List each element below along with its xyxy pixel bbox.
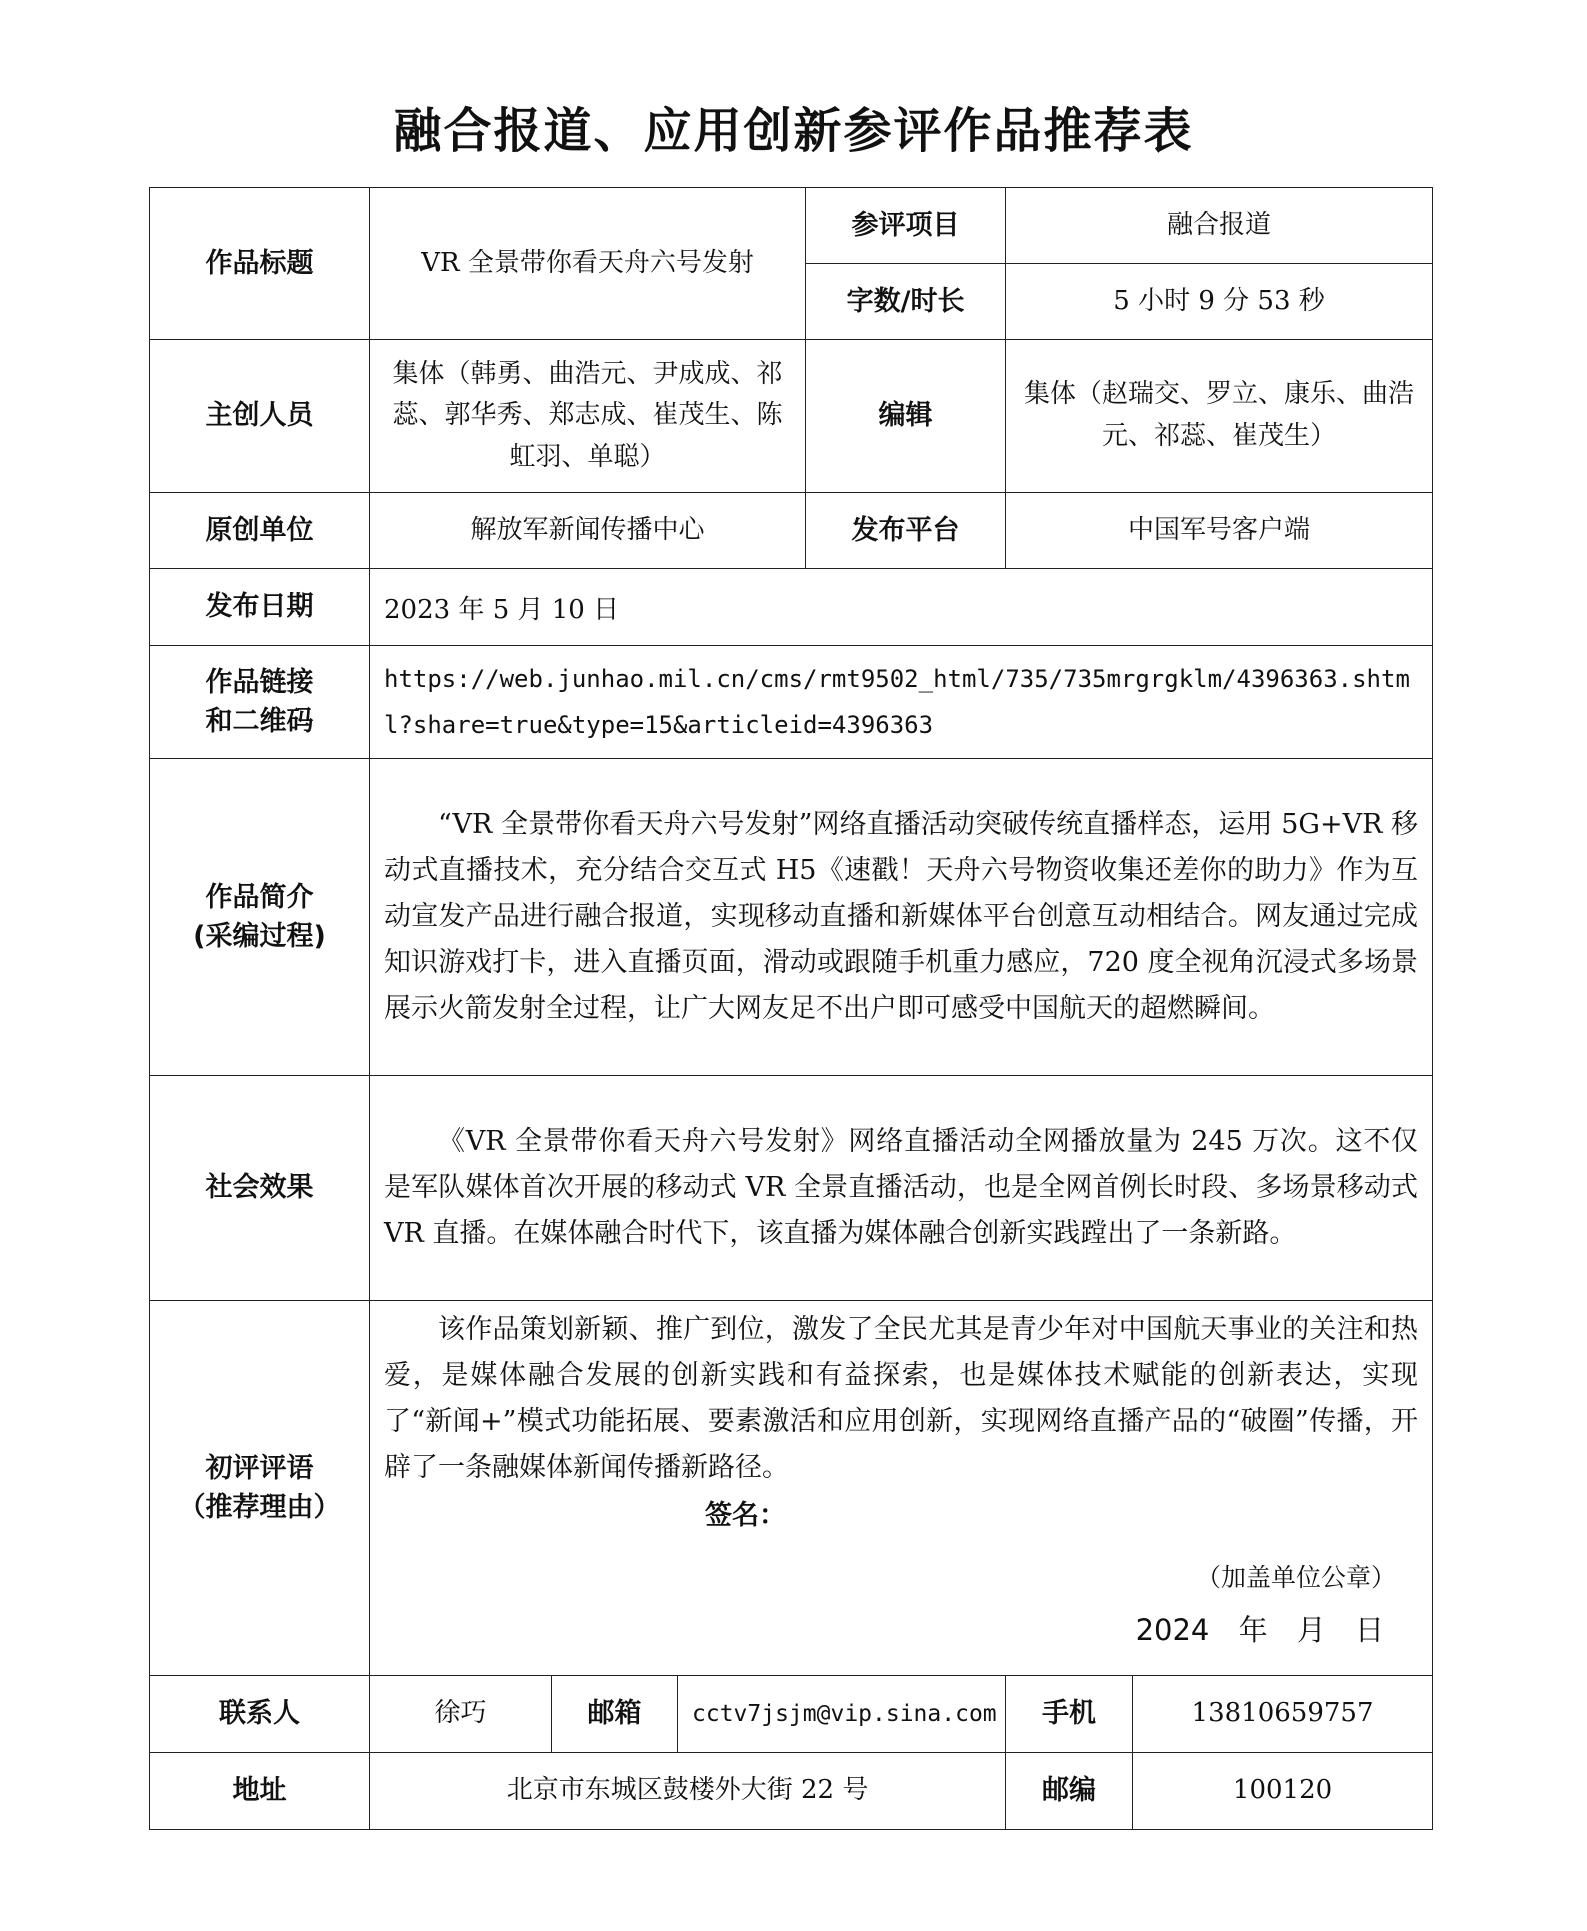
email-label: 邮箱 — [552, 1676, 678, 1753]
zip-label: 邮编 — [1006, 1753, 1133, 1830]
review-cell — [370, 1301, 1433, 1676]
editors-value: 集体（赵瑞交、罗立、康乐、曲浩元、祁蕊、崔茂生） — [1006, 340, 1433, 493]
pub-date-value: 2023 年 5 月 10 日 — [370, 569, 1433, 646]
review-label-line2: （推荐理由） — [178, 1492, 341, 1523]
review-label — [150, 1301, 370, 1676]
row-address — [150, 1753, 1433, 1830]
editors-label: 编辑 — [806, 340, 1006, 493]
address-value: 北京市东城区鼓楼外大街 22 号 — [370, 1753, 1006, 1830]
row-review — [150, 1301, 1433, 1676]
row-impact — [150, 1076, 1433, 1301]
platform-value: 中国军号客户端 — [1006, 493, 1433, 569]
document-title: 融合报道、应用创新参评作品推荐表 — [393, 103, 1194, 159]
recommendation-form-table — [149, 187, 1433, 1830]
zip-value: 100120 — [1133, 1753, 1433, 1830]
email-value[interactable]: cctv7jsjm@vip.sina.com — [678, 1676, 1006, 1753]
row-link — [150, 646, 1433, 759]
signature-label: 签名： — [705, 1500, 786, 1531]
category-label: 参评项目 — [806, 188, 1006, 264]
summary-label — [150, 759, 370, 1076]
review-label-line1: 初评评语 — [205, 1452, 314, 1484]
category-value: 融合报道 — [1006, 188, 1433, 264]
creators-label: 主创人员 — [150, 340, 370, 493]
unit-value: 解放军新闻传播中心 — [370, 493, 806, 569]
link-label-line2: 和二维码 — [205, 706, 314, 737]
phone-label: 手机 — [1006, 1676, 1133, 1753]
link-label — [150, 646, 370, 759]
summary-label-line2: (采编过程) — [193, 921, 326, 952]
creators-value: 集体（韩勇、曲浩元、尹成成、祁蕊、郭华秀、郑志成、崔茂生、陈虹羽、单聪） — [370, 340, 806, 493]
platform-label: 发布平台 — [806, 493, 1006, 569]
work-title-label: 作品标题 — [150, 188, 370, 340]
length-label: 字数/时长 — [806, 264, 1006, 340]
pub-date-label: 发布日期 — [150, 569, 370, 646]
row-pub-date — [150, 569, 1433, 646]
work-title-value: VR 全景带你看天舟六号发射 — [370, 188, 806, 340]
row-creators — [150, 340, 1433, 493]
phone-value: 13810659757 — [1133, 1676, 1433, 1753]
address-label: 地址 — [150, 1753, 370, 1830]
row-contact — [150, 1676, 1433, 1753]
contact-name: 徐巧 — [370, 1676, 552, 1753]
unit-label: 原创单位 — [150, 493, 370, 569]
impact-label: 社会效果 — [150, 1076, 370, 1301]
length-value: 5 小时 9 分 53 秒 — [1006, 264, 1433, 340]
summary-label-line1: 作品简介 — [205, 881, 314, 913]
row-unit — [150, 493, 1433, 569]
review-text: 该作品策划新颖、推广到位，激发了全民尤其是青少年对中国航天事业的关注和热爱，是媒体融合发展的创新实践和有益探索，也是媒体技术赋能的创新表达，实现了“新闻+”模式功能拓展、要素激活和应用创新，实现网络直播产品的“破圈”传播，开辟了一条融媒体新闻传播新路径。 — [384, 1314, 1419, 1483]
work-link[interactable]: https://web.junhao.mil.cn/cms/rmt9502_html/735/735mrgrgklm/4396363.shtml?share=true&type=15&articleid=4396363 — [370, 646, 1433, 759]
row-title — [150, 188, 1433, 264]
row-summary — [150, 759, 1433, 1076]
link-label-line1: 作品链接 — [205, 666, 314, 698]
review-date: 2024 年 月 日 — [1135, 1613, 1385, 1647]
contact-label: 联系人 — [150, 1676, 370, 1753]
stamp-note: （加盖单位公章） — [1196, 1563, 1397, 1592]
summary-text: “VR 全景带你看天舟六号发射”网络直播活动突破传统直播样态，运用 5G+VR 移动式直播技术，充分结合交互式 H5《速戳！天舟六号物资收集还差你的助力》作为互动宣发产品进行融合报道，实现移动直播和新媒体平台创意互动相结合。网友通过完成知识游戏打卡，进入直播页面，滑动或跟随手机重力感应，720 度全视角沉浸式多场景展示火箭发射全过程，让广大网友足不出户即可感受中国航天的超燃瞬间。 — [370, 759, 1433, 1076]
impact-text: 《VR 全景带你看天舟六号发射》网络直播活动全网播放量为 245 万次。这不仅是军队媒体首次开展的移动式 VR 全景直播活动，也是全网首例长时段、多场景移动式 VR 直播。在媒体融合时代下，该直播为媒体融合创新实践蹚出了一条新路。 — [370, 1076, 1433, 1301]
